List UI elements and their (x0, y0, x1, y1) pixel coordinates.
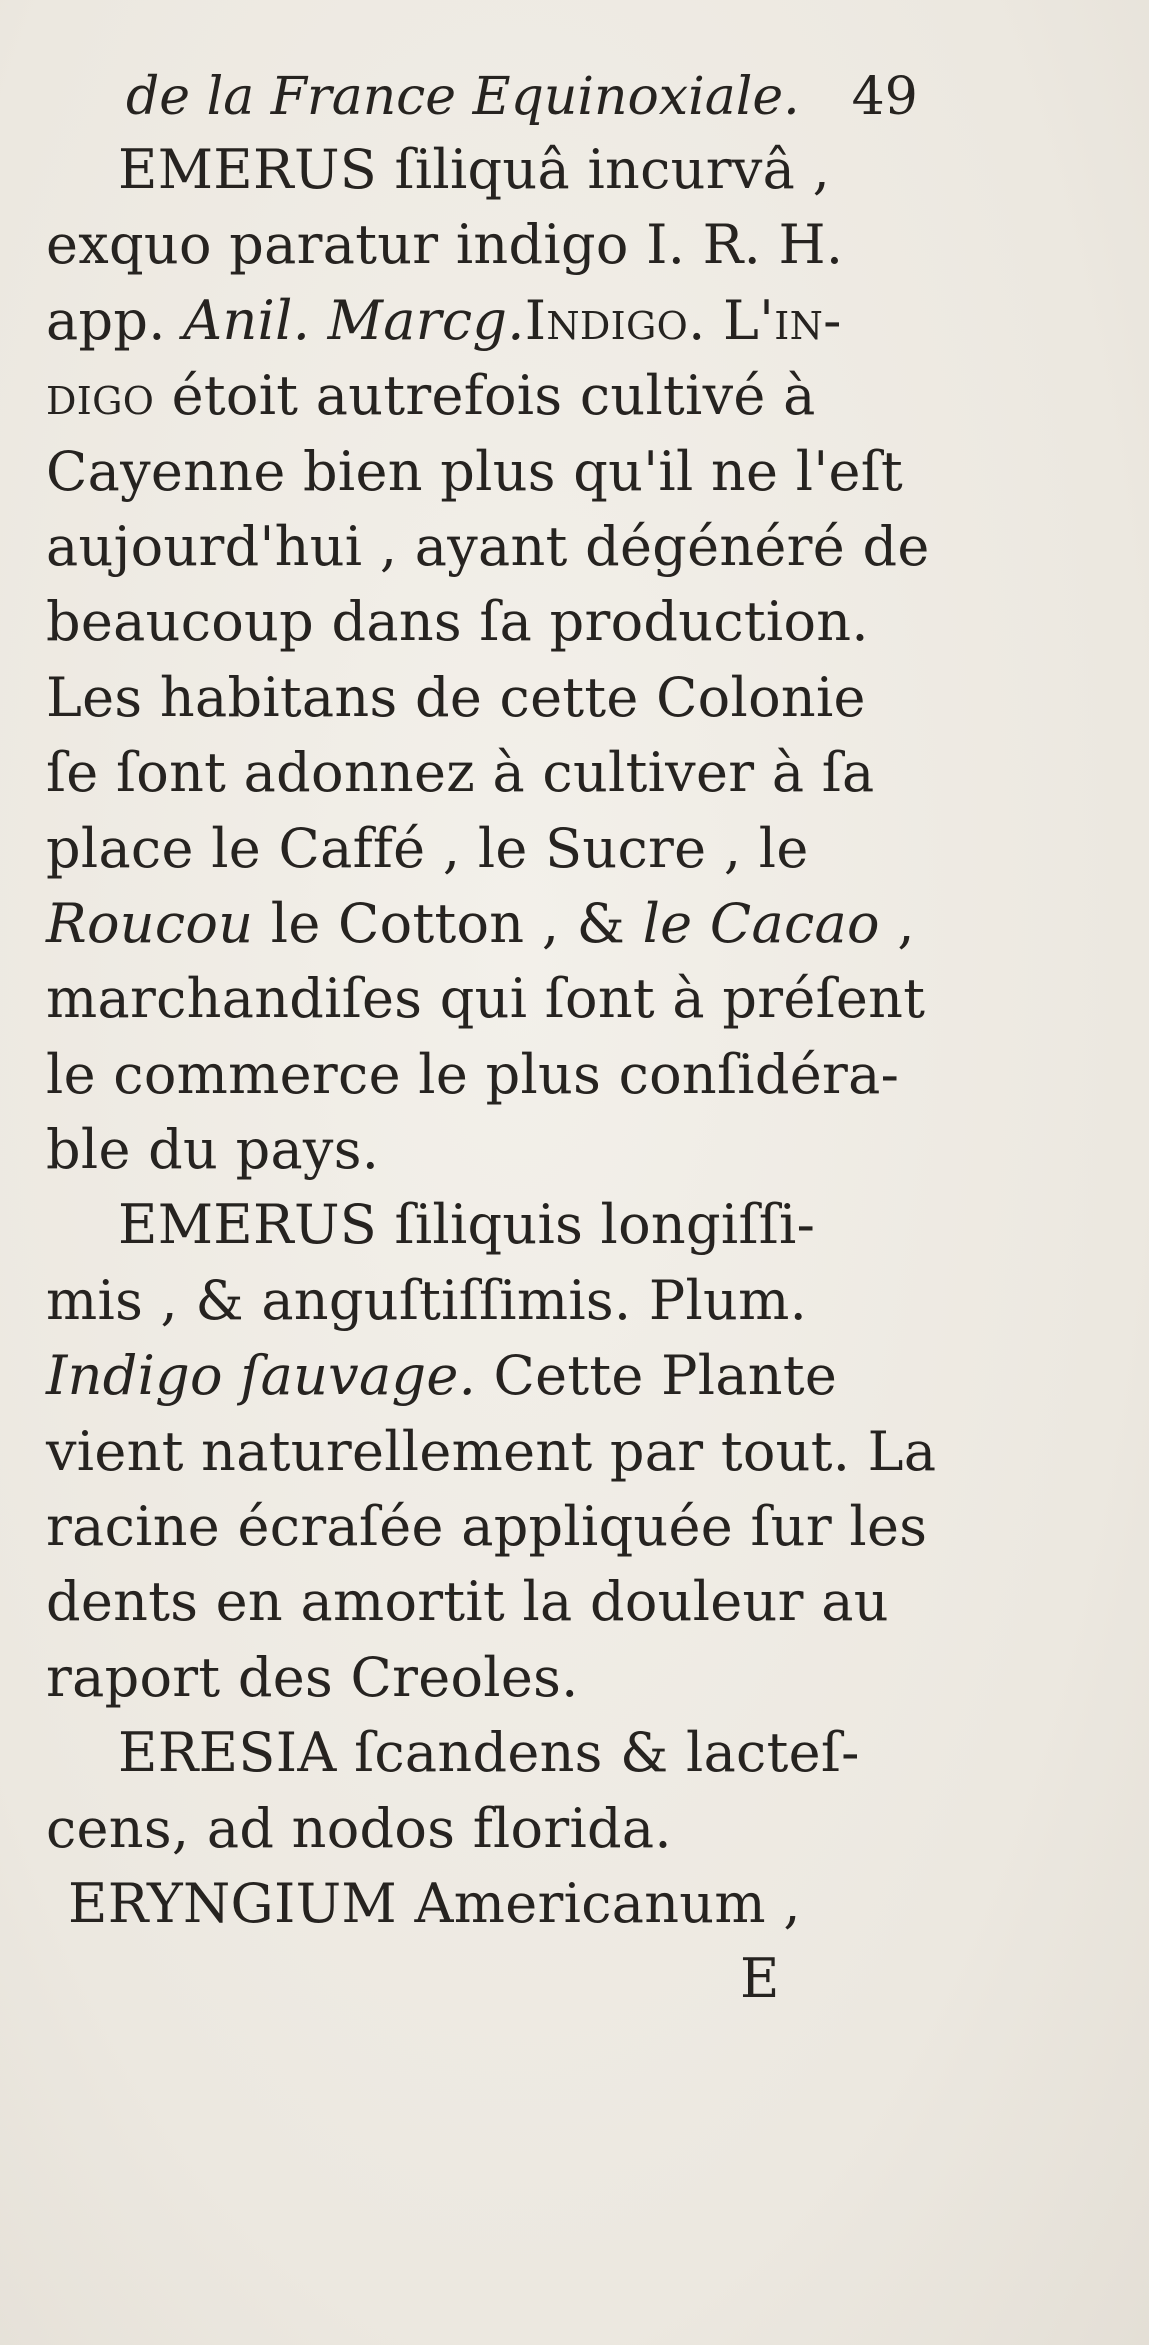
page-number: 49 (851, 67, 918, 127)
text-line: marchandiſes qui ſont à préſent (46, 967, 926, 1031)
page-text (46, 62, 1046, 2017)
text-line: beaucoup dans ſa production. (46, 590, 869, 654)
text-line: le commerce le plus conſidéra- (46, 1042, 900, 1106)
text-line: racine écraſée appliquée ſur les (46, 1495, 928, 1559)
text-line: app. Anil. Marcg.Indigo. L'in- (46, 288, 842, 352)
running-head (46, 62, 1046, 132)
entry-heading: EMERUS (118, 138, 378, 201)
entry-heading: ERYNGIUM Americanum , (68, 1871, 801, 1935)
text-line: vient naturellement par tout. La (46, 1419, 937, 1483)
text-line: mis , & anguſtiſſimis. Plum. (46, 1268, 808, 1332)
text-line: dents en amortit la douleur au (46, 1570, 889, 1634)
text-line: raport des Creoles. (46, 1645, 579, 1709)
running-title: de la France Equinoxiale. (126, 67, 800, 127)
text-line: exquo paratur indigo I. R. H. (46, 213, 844, 277)
text-line: EMERUS ſiliquâ incurvâ , (118, 138, 831, 201)
text-line: ble du pays. (46, 1118, 380, 1182)
text-line: Cayenne bien plus qu'il ne l'eſt (46, 439, 904, 503)
entry-heading: EMERUS ſiliquis longiſſi- (118, 1193, 816, 1257)
text-line: Les habitans de cette Colonie (46, 665, 866, 729)
text-line: digo étoit autrefois cultivé à (46, 364, 816, 428)
catchword: E (740, 1947, 780, 2011)
text-line: Indigo ſauvage. Cette Plante (46, 1344, 838, 1408)
text-line: Roucou le Cotton , & le Cacao , (46, 891, 915, 955)
text-line: cens, ad nodos florida. (46, 1796, 672, 1860)
text-line: aujourd'hui , ayant dégénéré de (46, 514, 930, 578)
text-line: place le Caffé , le Sucre , le (46, 816, 809, 880)
entry-heading: ERESIA ſcandens & lacteſ- (118, 1721, 860, 1785)
text-line: ſe ſont adonnez à cultiver à ſa (46, 741, 875, 805)
